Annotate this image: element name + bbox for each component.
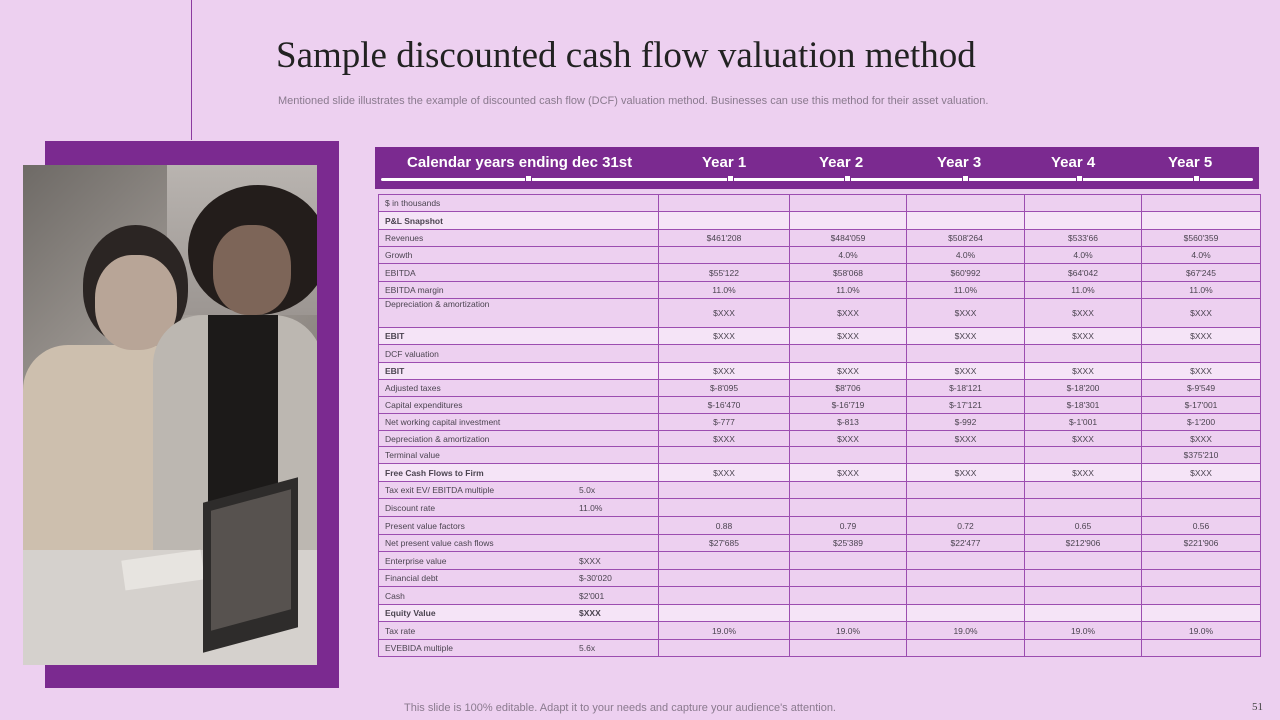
table-row xyxy=(379,212,1261,230)
value-cell-year-2: $25'389 xyxy=(790,535,907,552)
value-cell-year-3: 0.72 xyxy=(907,517,1025,535)
value-cell-year-2 xyxy=(790,640,907,657)
value-cell-year-1: $XXX xyxy=(659,299,790,328)
row-label: Depreciation & amortization xyxy=(385,433,490,444)
header-year-3: Year 3 xyxy=(937,154,982,171)
row-label-cell xyxy=(379,570,659,587)
value-cell-year-5 xyxy=(1142,195,1261,212)
table-row xyxy=(379,570,1261,587)
value-cell-year-1: $XXX xyxy=(659,328,790,345)
value-cell-year-2: $XXX xyxy=(790,464,907,482)
value-cell-year-3: $-992 xyxy=(907,414,1025,431)
value-cell-year-4: $XXX xyxy=(1025,363,1142,380)
value-cell-year-2 xyxy=(790,345,907,363)
value-cell-year-2: 4.0% xyxy=(790,247,907,264)
value-cell-year-3 xyxy=(907,482,1025,499)
value-cell-year-4: 11.0% xyxy=(1025,282,1142,299)
value-cell-year-1: 19.0% xyxy=(659,622,790,640)
value-cell-year-1 xyxy=(659,447,790,464)
value-cell-year-4: $533'66 xyxy=(1025,230,1142,247)
value-cell-year-2: $XXX xyxy=(790,363,907,380)
row-label: P&L Snapshot xyxy=(385,215,443,226)
value-cell-year-5: $XXX xyxy=(1142,328,1261,345)
value-cell-year-3: $XXX xyxy=(907,464,1025,482)
table-row xyxy=(379,247,1261,264)
row-label-cell xyxy=(379,397,659,414)
value-cell-year-3: $60'992 xyxy=(907,264,1025,282)
row-label-cell xyxy=(379,431,659,447)
value-cell-year-3: 19.0% xyxy=(907,622,1025,640)
value-cell-year-4: 4.0% xyxy=(1025,247,1142,264)
value-cell-year-4: $-1'001 xyxy=(1025,414,1142,431)
value-cell-year-5: $221'906 xyxy=(1142,535,1261,552)
table-row xyxy=(379,552,1261,570)
value-cell-year-5 xyxy=(1142,482,1261,499)
value-cell-year-3: 11.0% xyxy=(907,282,1025,299)
row-inline-value: $-30'020 xyxy=(579,573,612,583)
row-label: EBITDA margin xyxy=(385,285,444,295)
value-cell-year-5 xyxy=(1142,212,1261,230)
value-cell-year-4 xyxy=(1025,482,1142,499)
row-label: Enterprise value xyxy=(385,555,447,566)
value-cell-year-1: $55'122 xyxy=(659,264,790,282)
row-label: Cash xyxy=(385,590,405,601)
header-year-4: Year 4 xyxy=(1051,154,1096,171)
table-row xyxy=(379,464,1261,482)
value-cell-year-4: $212'906 xyxy=(1025,535,1142,552)
value-cell-year-4: 19.0% xyxy=(1025,622,1142,640)
value-cell-year-5: $-9'549 xyxy=(1142,380,1261,397)
value-cell-year-2: 19.0% xyxy=(790,622,907,640)
value-cell-year-2 xyxy=(790,499,907,517)
value-cell-year-2 xyxy=(790,447,907,464)
value-cell-year-1: $27'685 xyxy=(659,535,790,552)
value-cell-year-4: $-18'301 xyxy=(1025,397,1142,414)
table-row xyxy=(379,640,1261,657)
value-cell-year-4: $XXX xyxy=(1025,431,1142,447)
row-label: EBIT xyxy=(385,331,405,341)
value-cell-year-3: $XXX xyxy=(907,363,1025,380)
value-cell-year-1: $XXX xyxy=(659,431,790,447)
value-cell-year-1 xyxy=(659,345,790,363)
row-label: Discount rate xyxy=(385,502,436,513)
value-cell-year-1: $-8'095 xyxy=(659,380,790,397)
value-cell-year-4 xyxy=(1025,212,1142,230)
value-cell-year-1: $-777 xyxy=(659,414,790,431)
table-row xyxy=(379,397,1261,414)
value-cell-year-3: $XXX xyxy=(907,299,1025,328)
value-cell-year-5: 4.0% xyxy=(1142,247,1261,264)
value-cell-year-3 xyxy=(907,499,1025,517)
row-label-cell xyxy=(379,552,659,570)
row-inline-value: $XXX xyxy=(579,608,601,618)
value-cell-year-3 xyxy=(907,345,1025,363)
value-cell-year-4: $XXX xyxy=(1025,328,1142,345)
value-cell-year-5: $XXX xyxy=(1142,299,1261,328)
value-cell-year-4 xyxy=(1025,552,1142,570)
timeline-marker xyxy=(844,175,851,182)
row-label-cell xyxy=(379,363,659,380)
value-cell-year-4 xyxy=(1025,195,1142,212)
value-cell-year-5: $XXX xyxy=(1142,431,1261,447)
value-cell-year-3: $XXX xyxy=(907,328,1025,345)
row-label-cell xyxy=(379,499,659,517)
table-row xyxy=(379,264,1261,282)
value-cell-year-4: $XXX xyxy=(1025,464,1142,482)
value-cell-year-2: $XXX xyxy=(790,328,907,345)
value-cell-year-4 xyxy=(1025,605,1142,622)
value-cell-year-5: 11.0% xyxy=(1142,282,1261,299)
row-label: Growth xyxy=(385,250,413,260)
table-row xyxy=(379,587,1261,605)
row-label-cell xyxy=(379,299,659,328)
row-label-cell xyxy=(379,640,659,657)
row-label: Net working capital investment xyxy=(385,417,501,427)
value-cell-year-1 xyxy=(659,195,790,212)
value-cell-year-3 xyxy=(907,195,1025,212)
value-cell-year-3 xyxy=(907,447,1025,464)
row-label-cell xyxy=(379,247,659,264)
value-cell-year-5: $-1'200 xyxy=(1142,414,1261,431)
header-year-1: Year 1 xyxy=(702,154,747,171)
value-cell-year-2 xyxy=(790,570,907,587)
value-cell-year-1 xyxy=(659,605,790,622)
row-inline-value: 5.6x xyxy=(579,643,596,653)
table-row xyxy=(379,605,1261,622)
table-row xyxy=(379,447,1261,464)
slide-title: Sample discounted cash flow valuation method xyxy=(276,35,976,76)
value-cell-year-4 xyxy=(1025,640,1142,657)
value-cell-year-3 xyxy=(907,640,1025,657)
row-label: Equity Value xyxy=(385,608,436,618)
table-header-bar xyxy=(375,147,1259,189)
value-cell-year-1: $XXX xyxy=(659,363,790,380)
value-cell-year-2: 11.0% xyxy=(790,282,907,299)
value-cell-year-3: $-18'121 xyxy=(907,380,1025,397)
value-cell-year-5: $375'210 xyxy=(1142,447,1261,464)
value-cell-year-1 xyxy=(659,552,790,570)
row-label: Revenues xyxy=(385,233,424,243)
table-row xyxy=(379,230,1261,247)
value-cell-year-3 xyxy=(907,552,1025,570)
table-row xyxy=(379,363,1261,380)
value-cell-year-3: 4.0% xyxy=(907,247,1025,264)
table-row xyxy=(379,535,1261,552)
value-cell-year-2 xyxy=(790,482,907,499)
timeline-marker xyxy=(525,175,532,182)
row-label-cell xyxy=(379,380,659,397)
header-period-label: Calendar years ending dec 31st xyxy=(407,154,633,171)
value-cell-year-4: $64'042 xyxy=(1025,264,1142,282)
table-row xyxy=(379,299,1261,328)
row-label-cell xyxy=(379,195,659,212)
row-label-cell xyxy=(379,464,659,482)
value-cell-year-1: $-16'470 xyxy=(659,397,790,414)
value-cell-year-3: $XXX xyxy=(907,431,1025,447)
value-cell-year-5 xyxy=(1142,587,1261,605)
value-cell-year-5: $67'245 xyxy=(1142,264,1261,282)
value-cell-year-2: 0.79 xyxy=(790,517,907,535)
row-label-cell xyxy=(379,264,659,282)
row-label-cell xyxy=(379,622,659,640)
value-cell-year-2: $-813 xyxy=(790,414,907,431)
table-row xyxy=(379,431,1261,447)
page-number: 51 xyxy=(1252,701,1263,713)
row-label: Capital expenditures xyxy=(385,400,463,410)
value-cell-year-1 xyxy=(659,640,790,657)
row-label-cell xyxy=(379,414,659,431)
row-label-cell xyxy=(379,345,659,363)
row-label: $ in thousands xyxy=(385,198,441,208)
timeline-bar xyxy=(381,178,1253,181)
value-cell-year-4: $-18'200 xyxy=(1025,380,1142,397)
team-photo xyxy=(23,165,317,665)
value-cell-year-3 xyxy=(907,605,1025,622)
value-cell-year-3 xyxy=(907,212,1025,230)
table-row xyxy=(379,195,1261,212)
table-row xyxy=(379,328,1261,345)
row-label-cell xyxy=(379,212,659,230)
value-cell-year-2: $-16'719 xyxy=(790,397,907,414)
row-label-cell xyxy=(379,328,659,345)
table-row xyxy=(379,622,1261,640)
row-label: DCF valuation xyxy=(385,348,439,359)
value-cell-year-4 xyxy=(1025,570,1142,587)
table-row xyxy=(379,517,1261,535)
value-cell-year-5 xyxy=(1142,570,1261,587)
value-cell-year-4 xyxy=(1025,587,1142,605)
row-label: EVEBIDA multiple xyxy=(385,643,454,653)
value-cell-year-1: 11.0% xyxy=(659,282,790,299)
value-cell-year-3: $22'477 xyxy=(907,535,1025,552)
table-row xyxy=(379,282,1261,299)
row-label-cell xyxy=(379,482,659,499)
decorative-divider-line xyxy=(191,0,192,140)
row-label-cell xyxy=(379,605,659,622)
row-label: Depreciation & amortization xyxy=(385,299,490,309)
value-cell-year-4 xyxy=(1025,345,1142,363)
row-label: Tax rate xyxy=(385,625,416,636)
value-cell-year-4 xyxy=(1025,499,1142,517)
footer-note: This slide is 100% editable. Adapt it to your needs and capture your audience's attention. xyxy=(404,702,836,714)
value-cell-year-3 xyxy=(907,587,1025,605)
value-cell-year-4 xyxy=(1025,447,1142,464)
value-cell-year-5: $560'359 xyxy=(1142,230,1261,247)
value-cell-year-1 xyxy=(659,247,790,264)
row-label: EBITDA xyxy=(385,267,416,278)
value-cell-year-3 xyxy=(907,570,1025,587)
row-label-cell xyxy=(379,230,659,247)
value-cell-year-2: $8'706 xyxy=(790,380,907,397)
row-label: EBIT xyxy=(385,366,405,376)
row-label-cell xyxy=(379,517,659,535)
row-label-cell xyxy=(379,282,659,299)
timeline-marker xyxy=(727,175,734,182)
value-cell-year-4: $XXX xyxy=(1025,299,1142,328)
value-cell-year-2 xyxy=(790,552,907,570)
row-label: Net present value cash flows xyxy=(385,538,494,548)
value-cell-year-1 xyxy=(659,482,790,499)
dcf-table xyxy=(378,194,1261,657)
value-cell-year-1 xyxy=(659,212,790,230)
slide-subtitle: Mentioned slide illustrates the example of discounted cash flow (DCF) valuation method. Businesses can use this method for their asset valuation. xyxy=(278,95,989,107)
value-cell-year-2: $XXX xyxy=(790,431,907,447)
header-year-5: Year 5 xyxy=(1168,154,1213,171)
table-row xyxy=(379,482,1261,499)
row-inline-value: $2'001 xyxy=(579,590,605,601)
value-cell-year-5 xyxy=(1142,605,1261,622)
timeline-marker xyxy=(962,175,969,182)
value-cell-year-2: $58'068 xyxy=(790,264,907,282)
value-cell-year-2: $XXX xyxy=(790,299,907,328)
value-cell-year-2 xyxy=(790,587,907,605)
value-cell-year-5: 0.56 xyxy=(1142,517,1261,535)
value-cell-year-4: 0.65 xyxy=(1025,517,1142,535)
row-inline-value: $XXX xyxy=(579,555,601,566)
table-row xyxy=(379,414,1261,431)
row-label: Present value factors xyxy=(385,520,465,531)
value-cell-year-5: 19.0% xyxy=(1142,622,1261,640)
row-inline-value: 11.0% xyxy=(579,502,603,513)
value-cell-year-3: $508'264 xyxy=(907,230,1025,247)
row-label: Terminal value xyxy=(385,450,440,460)
value-cell-year-5: $XXX xyxy=(1142,464,1261,482)
value-cell-year-2 xyxy=(790,605,907,622)
row-label-cell xyxy=(379,587,659,605)
value-cell-year-5: $-17'001 xyxy=(1142,397,1261,414)
header-year-2: Year 2 xyxy=(819,154,864,171)
value-cell-year-5 xyxy=(1142,499,1261,517)
value-cell-year-1: $461'208 xyxy=(659,230,790,247)
row-label-cell xyxy=(379,535,659,552)
value-cell-year-2 xyxy=(790,195,907,212)
table-row xyxy=(379,380,1261,397)
value-cell-year-1 xyxy=(659,587,790,605)
timeline-marker xyxy=(1193,175,1200,182)
table-row xyxy=(379,345,1261,363)
value-cell-year-3: $-17'121 xyxy=(907,397,1025,414)
value-cell-year-1 xyxy=(659,499,790,517)
row-label: Financial debt xyxy=(385,573,438,583)
value-cell-year-5 xyxy=(1142,552,1261,570)
row-label-cell xyxy=(379,447,659,464)
value-cell-year-1: $XXX xyxy=(659,464,790,482)
timeline-marker xyxy=(1076,175,1083,182)
row-label: Free Cash Flows to Firm xyxy=(385,467,484,478)
value-cell-year-1 xyxy=(659,570,790,587)
value-cell-year-2 xyxy=(790,212,907,230)
table-row xyxy=(379,499,1261,517)
value-cell-year-5: $XXX xyxy=(1142,363,1261,380)
row-inline-value: 5.0x xyxy=(579,485,596,495)
value-cell-year-5 xyxy=(1142,345,1261,363)
value-cell-year-2: $484'059 xyxy=(790,230,907,247)
value-cell-year-1: 0.88 xyxy=(659,517,790,535)
value-cell-year-5 xyxy=(1142,640,1261,657)
row-label: Adjusted taxes xyxy=(385,383,441,393)
row-label: Tax exit EV/ EBITDA multiple xyxy=(385,485,495,495)
